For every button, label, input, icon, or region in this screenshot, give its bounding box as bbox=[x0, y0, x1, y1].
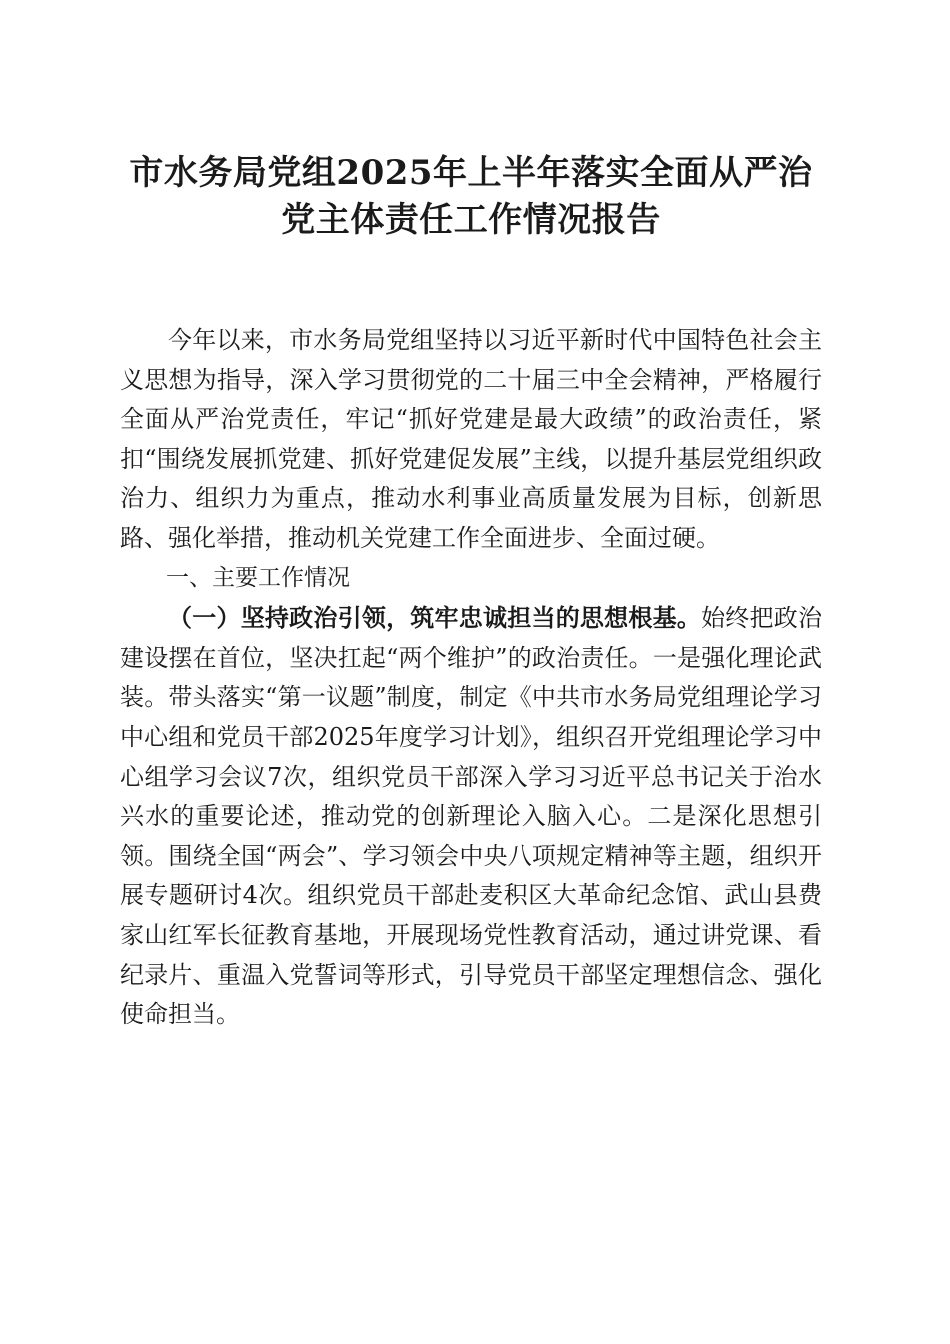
subsection-text: 始终把政治建设摆在首位，坚决扛起“两个维护”的政治责任。一是强化理论武装。带头落实“第一议题”制度，制定《中共市水务局党组理论学习中心组和党员干部2025年度学习计划》，组织召开党组理论学习中心组学习会议7次，组织党员干部深入学习习近平总书记关于治水兴水的重要论述，推动党的创新理论入脑入心。二是深化思想引领。围绕全国“两会”、学习领会中央八项规定精神等主题，组织开展专题研讨4次。组织党员干部赴麦积区大革命纪念馆、武山县费家山红军长征教育基地，开展现场党性教育活动，通过讲党课、看纪录片、重温入党誓词等形式，引导党员干部坚定理想信念、强化使命担当。 bbox=[120, 604, 823, 1029]
document-body bbox=[120, 321, 822, 1035]
document-page bbox=[120, 150, 822, 1035]
subsection-paragraph-political-leadership bbox=[120, 598, 822, 1035]
document-title-line-1: 市水务局党组2025年上半年落实全面从严治 bbox=[129, 153, 813, 193]
document-title-line-2: 党主体责任工作情况报告 bbox=[281, 200, 661, 240]
intro-paragraph: 今年以来，市水务局党组坚持以习近平新时代中国特色社会主义思想为指导，深入学习贯彻党的二十届三中全会精神，严格履行全面从严治党责任，牢记“抓好党建是最大政绩”的政治责任，紧扣“围绕发展抓党建、抓好党建促发展”主线，以提升基层党组织政治力、组织力为重点，推动水利事业高质量发展为目标，创新思路、强化举措，推动机关党建工作全面进步、全面过硬。 bbox=[120, 326, 822, 552]
section-heading-main-work: 一、主要工作情况 bbox=[166, 564, 350, 591]
document-title bbox=[120, 150, 822, 244]
subsection-heading: （一）坚持政治引领，筑牢忠诚担当的思想根基。 bbox=[168, 603, 702, 633]
